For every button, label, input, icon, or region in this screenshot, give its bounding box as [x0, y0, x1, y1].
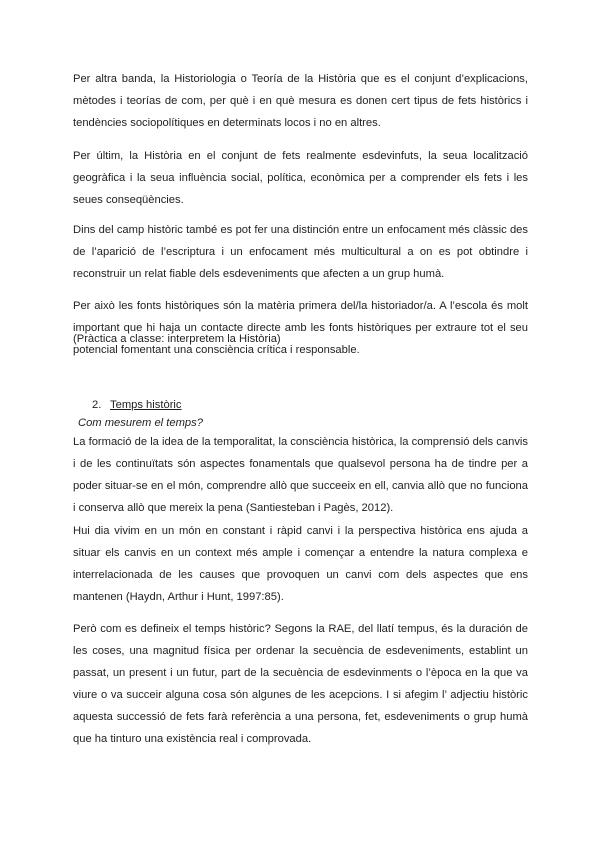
paragraph-temporalitat: La formació de la idea de la temporalitat, la consciència històrica, la comprensió dels canvis i de les continuïtats són aspectes fonamentals que qualsevol persona ha de tindre per a poder situar-se en el món, comprendre allò que succeeix en ell, canvia allò que no funciona i conserva allò que mereix la pena (Santiesteban i Pagès, 2012).: [73, 436, 528, 514]
paragraph-practica-note: (Pràctica a classe: interpretem la Història): [73, 333, 281, 345]
paragraph-fonts-historiques: Per això les fonts històriques són la matèria primera del/la historiador/a. A l’escola és molt important que hi haja un contacte directe amb les fonts històriques per extraure tot el seu potencial fomentant una consciència crítica i responsable.: [73, 300, 528, 356]
paragraph-definicio-temps: Però com es defineix el temps històric? Segons la RAE, del llatí tempus, és la duración de les coses, una magnitud física per ordenar la secuència de esdeveniments, establint un passat, un present i un futur, part de la secuència de esdevinments o l’època en la que va viure o va succeir alguna cosa són algunes de les acepcions. I si afegim l’ adjectiu històric aquesta successió de fets farà referència a una persona, fet, esdeveniments o grup humà que ha tinturo una existència real i comprovada.: [73, 623, 528, 745]
paragraph-canvi-constant: Hui dia vivim en un món en constant i ràpid canvi i la perspectiva històrica ens ajuda a situar els canvis en un context més ample i començar a entendre la natura complexa e interrelacionada de les causes que provoquen un canvi com dels aspectes que ens mantenen (Haydn, Arthur i Hunt, 1997:85).: [73, 525, 528, 603]
paragraph-historiologia: Per altra banda, la Historiologia o Teoría de la Història que es el conjunt d’explicacions, mètodes i teorías de com, per què i en què mesura es donen cert tipus de fets històrics i tendències sociopolítiques en determinats locos i no en altres.: [73, 73, 528, 129]
paragraph-historia-fets: Per últim, la Història en el conjunt de fets realmente esdevinfuts, la seua localització geogràfica i la seua influència social, política, econòmica per a comprender els fets i les seues conseqüències.: [73, 150, 528, 206]
paragraph-camp-historic: Dins del camp històric també es pot fer una distinción entre un enfocament més clàssic des de l’aparició de l’escriptura i un enfocament més multicultural a on es pot obtindre i reconstruir un relat fiable dels esdeveniments que afecten a un grup humà.: [73, 224, 528, 280]
section-subtitle: Com mesurem el temps?: [78, 417, 203, 429]
section-title: Temps històric: [110, 399, 182, 411]
section-number: 2.: [92, 399, 102, 411]
